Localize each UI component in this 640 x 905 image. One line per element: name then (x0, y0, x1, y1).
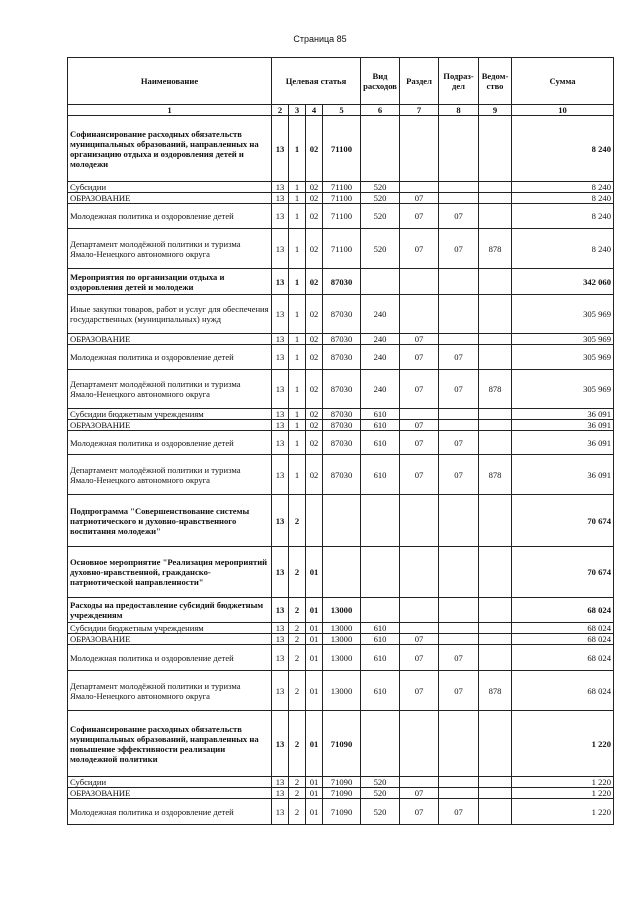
subsection-cell (439, 788, 479, 799)
department-cell (479, 269, 512, 295)
code-direction: 87030 (323, 420, 361, 431)
code-event: 02 (306, 269, 323, 295)
code-event: 02 (306, 295, 323, 334)
code-program: 13 (272, 420, 289, 431)
section-cell: 07 (400, 334, 439, 345)
table-row (68, 370, 614, 409)
section-cell: 07 (400, 645, 439, 671)
sum-cell: 8 240 (512, 116, 614, 182)
column-number: 5 (323, 105, 361, 116)
code-subprogram: 1 (289, 455, 306, 495)
row-name: Департамент молодёжной политики и туризма Ямало-Ненецкого автономного округа (68, 455, 272, 495)
code-direction: 13000 (323, 623, 361, 634)
code-program: 13 (272, 204, 289, 229)
section-cell (400, 623, 439, 634)
code-subprogram: 1 (289, 182, 306, 193)
department-cell (479, 345, 512, 370)
code-subprogram: 1 (289, 295, 306, 334)
expense-type-cell: 610 (361, 634, 400, 645)
row-name: Молодежная политика и оздоровление детей (68, 204, 272, 229)
code-direction (323, 547, 361, 598)
code-subprogram: 2 (289, 645, 306, 671)
code-event: 01 (306, 623, 323, 634)
department-cell: 878 (479, 229, 512, 269)
code-program: 13 (272, 193, 289, 204)
department-cell: 878 (479, 370, 512, 409)
expense-type-cell: 610 (361, 645, 400, 671)
code-program: 13 (272, 116, 289, 182)
code-direction: 87030 (323, 334, 361, 345)
expense-type-cell: 520 (361, 182, 400, 193)
code-subprogram: 1 (289, 345, 306, 370)
code-program: 13 (272, 634, 289, 645)
department-cell (479, 634, 512, 645)
table-row (68, 334, 614, 345)
section-cell (400, 182, 439, 193)
row-name: ОБРАЗОВАНИЕ (68, 420, 272, 431)
subsection-cell: 07 (439, 799, 479, 825)
row-name: Расходы на предоставление субсидий бюджетным учреждениям (68, 598, 272, 623)
sum-cell: 36 091 (512, 409, 614, 420)
column-number: 3 (289, 105, 306, 116)
section-cell: 07 (400, 370, 439, 409)
header-row (68, 58, 614, 105)
row-name: Иные закупки товаров, работ и услуг для обеспечения государственных (муниципальных) нужд (68, 295, 272, 334)
code-event: 01 (306, 645, 323, 671)
table-row (68, 777, 614, 788)
table-row (68, 116, 614, 182)
code-program: 13 (272, 598, 289, 623)
header-section: Раздел (400, 58, 439, 105)
row-name: ОБРАЗОВАНИЕ (68, 193, 272, 204)
section-cell (400, 777, 439, 788)
sum-cell: 68 024 (512, 645, 614, 671)
section-cell (400, 409, 439, 420)
code-direction: 71090 (323, 799, 361, 825)
subsection-cell (439, 634, 479, 645)
code-direction: 13000 (323, 598, 361, 623)
code-direction: 71100 (323, 204, 361, 229)
section-cell (400, 711, 439, 777)
department-cell (479, 799, 512, 825)
code-subprogram: 2 (289, 671, 306, 711)
row-name: ОБРАЗОВАНИЕ (68, 334, 272, 345)
code-program: 13 (272, 409, 289, 420)
section-cell (400, 598, 439, 623)
code-direction: 87030 (323, 345, 361, 370)
table-row (68, 495, 614, 547)
code-subprogram: 2 (289, 799, 306, 825)
table-row (68, 269, 614, 295)
department-cell (479, 409, 512, 420)
code-program: 13 (272, 334, 289, 345)
table-row (68, 431, 614, 455)
row-name: Софинансирование расходных обязательств муниципальных образований, направленных на организацию отдыха и оздоровления детей и молодежи (68, 116, 272, 182)
expense-type-cell (361, 598, 400, 623)
department-cell (479, 204, 512, 229)
section-cell: 07 (400, 204, 439, 229)
subsection-cell: 07 (439, 671, 479, 711)
subsection-cell: 07 (439, 204, 479, 229)
sum-cell: 305 969 (512, 295, 614, 334)
subsection-cell (439, 623, 479, 634)
code-event: 01 (306, 799, 323, 825)
row-name: Молодежная политика и оздоровление детей (68, 431, 272, 455)
table-row (68, 645, 614, 671)
table-row (68, 345, 614, 370)
code-direction: 13000 (323, 671, 361, 711)
row-name: ОБРАЗОВАНИЕ (68, 788, 272, 799)
code-program: 13 (272, 370, 289, 409)
section-cell: 07 (400, 634, 439, 645)
column-number: 8 (439, 105, 479, 116)
subsection-cell: 07 (439, 229, 479, 269)
subsection-cell (439, 598, 479, 623)
section-cell (400, 295, 439, 334)
table-row (68, 182, 614, 193)
code-event (306, 495, 323, 547)
sum-cell: 36 091 (512, 420, 614, 431)
code-direction: 87030 (323, 269, 361, 295)
section-cell (400, 547, 439, 598)
code-program: 13 (272, 431, 289, 455)
department-cell (479, 431, 512, 455)
code-subprogram: 1 (289, 370, 306, 409)
code-subprogram: 1 (289, 204, 306, 229)
code-program: 13 (272, 671, 289, 711)
table-row (68, 799, 614, 825)
code-direction (323, 495, 361, 547)
code-program: 13 (272, 788, 289, 799)
row-name: Субсидии (68, 777, 272, 788)
table-row (68, 788, 614, 799)
department-cell (479, 116, 512, 182)
code-subprogram: 2 (289, 495, 306, 547)
table-row (68, 455, 614, 495)
sum-cell: 8 240 (512, 182, 614, 193)
code-direction: 71090 (323, 788, 361, 799)
code-program: 13 (272, 455, 289, 495)
table-row (68, 295, 614, 334)
column-number: 2 (272, 105, 289, 116)
department-cell (479, 788, 512, 799)
row-name: Молодежная политика и оздоровление детей (68, 645, 272, 671)
code-event: 02 (306, 431, 323, 455)
column-number: 4 (306, 105, 323, 116)
expense-type-cell: 520 (361, 788, 400, 799)
section-cell (400, 495, 439, 547)
section-cell: 07 (400, 345, 439, 370)
expense-type-cell: 520 (361, 229, 400, 269)
code-subprogram: 1 (289, 431, 306, 455)
table-row (68, 598, 614, 623)
expense-type-cell: 610 (361, 623, 400, 634)
expense-type-cell: 520 (361, 799, 400, 825)
code-event: 02 (306, 193, 323, 204)
column-number-row (68, 105, 614, 116)
code-subprogram: 2 (289, 623, 306, 634)
subsection-cell (439, 334, 479, 345)
code-subprogram: 1 (289, 334, 306, 345)
expense-type-cell: 610 (361, 455, 400, 495)
department-cell (479, 598, 512, 623)
sum-cell: 1 220 (512, 711, 614, 777)
sum-cell: 70 674 (512, 547, 614, 598)
code-direction: 71100 (323, 193, 361, 204)
code-event: 01 (306, 788, 323, 799)
department-cell: 878 (479, 455, 512, 495)
table-row (68, 204, 614, 229)
department-cell (479, 777, 512, 788)
sum-cell: 305 969 (512, 334, 614, 345)
subsection-cell (439, 182, 479, 193)
subsection-cell (439, 547, 479, 598)
column-number: 7 (400, 105, 439, 116)
table-row (68, 711, 614, 777)
section-cell: 07 (400, 193, 439, 204)
department-cell (479, 645, 512, 671)
code-event: 02 (306, 370, 323, 409)
code-event: 01 (306, 711, 323, 777)
sum-cell: 68 024 (512, 598, 614, 623)
code-subprogram: 1 (289, 409, 306, 420)
sum-cell: 68 024 (512, 634, 614, 645)
department-cell (479, 193, 512, 204)
row-name: Субсидии бюджетным учреждениям (68, 409, 272, 420)
budget-table (67, 57, 614, 825)
section-cell: 07 (400, 229, 439, 269)
code-program: 13 (272, 645, 289, 671)
expense-type-cell: 240 (361, 334, 400, 345)
code-direction: 71090 (323, 777, 361, 788)
sum-cell: 305 969 (512, 345, 614, 370)
code-program: 13 (272, 623, 289, 634)
column-number: 6 (361, 105, 400, 116)
subsection-cell: 07 (439, 455, 479, 495)
row-name: Подпрограмма "Совершенствование системы патриотического и духовно-нравственного воспитания молодежи" (68, 495, 272, 547)
row-name: Молодежная политика и оздоровление детей (68, 345, 272, 370)
sum-cell: 305 969 (512, 370, 614, 409)
section-cell: 07 (400, 431, 439, 455)
expense-type-cell: 520 (361, 777, 400, 788)
sum-cell: 342 060 (512, 269, 614, 295)
row-name: Софинансирование расходных обязательств муниципальных образований, направленных на повышение эффективности реализации молодежной политики (68, 711, 272, 777)
code-subprogram: 2 (289, 777, 306, 788)
subsection-cell (439, 116, 479, 182)
code-subprogram: 1 (289, 420, 306, 431)
department-cell (479, 495, 512, 547)
column-number: 9 (479, 105, 512, 116)
sum-cell: 8 240 (512, 204, 614, 229)
subsection-cell (439, 420, 479, 431)
section-cell: 07 (400, 455, 439, 495)
expense-type-cell (361, 547, 400, 598)
table-row (68, 409, 614, 420)
department-cell (479, 547, 512, 598)
code-event: 02 (306, 420, 323, 431)
code-event: 02 (306, 334, 323, 345)
expense-type-cell: 610 (361, 420, 400, 431)
table-row (68, 671, 614, 711)
code-direction: 71100 (323, 116, 361, 182)
header-target: Целевая статья (272, 58, 361, 105)
code-direction: 87030 (323, 295, 361, 334)
row-name: Молодежная политика и оздоровление детей (68, 799, 272, 825)
sum-cell: 68 024 (512, 623, 614, 634)
header-department: Ведом-ство (479, 58, 512, 105)
code-program: 13 (272, 182, 289, 193)
expense-type-cell: 240 (361, 345, 400, 370)
department-cell (479, 182, 512, 193)
code-program: 13 (272, 777, 289, 788)
subsection-cell (439, 777, 479, 788)
expense-type-cell: 610 (361, 431, 400, 455)
expense-type-cell: 610 (361, 671, 400, 711)
table-row (68, 229, 614, 269)
subsection-cell (439, 495, 479, 547)
expense-type-cell (361, 495, 400, 547)
code-subprogram: 2 (289, 547, 306, 598)
section-cell (400, 116, 439, 182)
code-program: 13 (272, 295, 289, 334)
code-program: 13 (272, 799, 289, 825)
table-row (68, 634, 614, 645)
subsection-cell: 07 (439, 370, 479, 409)
code-direction: 71100 (323, 229, 361, 269)
code-direction: 13000 (323, 645, 361, 671)
section-cell: 07 (400, 671, 439, 711)
sum-cell: 36 091 (512, 431, 614, 455)
table-row (68, 420, 614, 431)
code-direction: 87030 (323, 431, 361, 455)
section-cell (400, 269, 439, 295)
expense-type-cell (361, 269, 400, 295)
expense-type-cell: 610 (361, 409, 400, 420)
subsection-cell (439, 711, 479, 777)
code-event: 02 (306, 345, 323, 370)
row-name: ОБРАЗОВАНИЕ (68, 634, 272, 645)
code-subprogram: 1 (289, 116, 306, 182)
row-name: Департамент молодёжной политики и туризма Ямало-Ненецкого автономного округа (68, 229, 272, 269)
code-direction: 87030 (323, 370, 361, 409)
sum-cell: 8 240 (512, 229, 614, 269)
header-subsection: Подраз-дел (439, 58, 479, 105)
code-direction: 71090 (323, 711, 361, 777)
code-event: 02 (306, 229, 323, 269)
code-event: 01 (306, 598, 323, 623)
subsection-cell (439, 409, 479, 420)
column-number: 1 (68, 105, 272, 116)
table-row (68, 193, 614, 204)
department-cell (479, 420, 512, 431)
subsection-cell: 07 (439, 431, 479, 455)
section-cell: 07 (400, 420, 439, 431)
code-program: 13 (272, 495, 289, 547)
row-name: Субсидии (68, 182, 272, 193)
expense-type-cell: 240 (361, 370, 400, 409)
row-name: Департамент молодёжной политики и туризма Ямало-Ненецкого автономного округа (68, 370, 272, 409)
page-number: Страница 85 (293, 34, 347, 44)
row-name: Департамент молодёжной политики и туризма Ямало-Ненецкого автономного округа (68, 671, 272, 711)
expense-type-cell: 240 (361, 295, 400, 334)
code-subprogram: 2 (289, 598, 306, 623)
sum-cell: 70 674 (512, 495, 614, 547)
subsection-cell: 07 (439, 345, 479, 370)
code-event: 02 (306, 116, 323, 182)
row-name: Основное мероприятие "Реализация мероприятий духовно-нравственной, гражданско-патриотической направленности" (68, 547, 272, 598)
department-cell (479, 711, 512, 777)
code-subprogram: 1 (289, 269, 306, 295)
section-cell: 07 (400, 799, 439, 825)
code-event: 02 (306, 455, 323, 495)
subsection-cell (439, 269, 479, 295)
header-sum: Сумма (512, 58, 614, 105)
subsection-cell (439, 295, 479, 334)
code-direction: 13000 (323, 634, 361, 645)
code-subprogram: 1 (289, 193, 306, 204)
sum-cell: 36 091 (512, 455, 614, 495)
subsection-cell (439, 193, 479, 204)
code-program: 13 (272, 269, 289, 295)
table-row (68, 623, 614, 634)
code-event: 02 (306, 409, 323, 420)
code-direction: 87030 (323, 409, 361, 420)
subsection-cell: 07 (439, 645, 479, 671)
department-cell (479, 623, 512, 634)
department-cell (479, 295, 512, 334)
code-event: 01 (306, 671, 323, 711)
expense-type-cell (361, 711, 400, 777)
department-cell: 878 (479, 671, 512, 711)
department-cell (479, 334, 512, 345)
sum-cell: 1 220 (512, 788, 614, 799)
sum-cell: 1 220 (512, 799, 614, 825)
sum-cell: 1 220 (512, 777, 614, 788)
code-event: 01 (306, 777, 323, 788)
code-subprogram: 2 (289, 711, 306, 777)
row-name: Субсидии бюджетным учреждениям (68, 623, 272, 634)
table-body (68, 116, 614, 825)
code-event: 02 (306, 204, 323, 229)
code-program: 13 (272, 345, 289, 370)
section-cell: 07 (400, 788, 439, 799)
expense-type-cell: 520 (361, 193, 400, 204)
header-expense-type: Вид расходов (361, 58, 400, 105)
row-name: Мероприятия по организации отдыха и оздоровления детей и молодежи (68, 269, 272, 295)
code-event: 01 (306, 547, 323, 598)
code-subprogram: 2 (289, 788, 306, 799)
code-event: 02 (306, 182, 323, 193)
sum-cell: 68 024 (512, 671, 614, 711)
code-program: 13 (272, 547, 289, 598)
code-direction: 71100 (323, 182, 361, 193)
code-direction: 87030 (323, 455, 361, 495)
code-subprogram: 2 (289, 634, 306, 645)
code-subprogram: 1 (289, 229, 306, 269)
code-program: 13 (272, 229, 289, 269)
sum-cell: 8 240 (512, 193, 614, 204)
column-number: 10 (512, 105, 614, 116)
table-row (68, 547, 614, 598)
code-program: 13 (272, 711, 289, 777)
header-name: Наименование (68, 58, 272, 105)
expense-type-cell (361, 116, 400, 182)
expense-type-cell: 520 (361, 204, 400, 229)
code-event: 01 (306, 634, 323, 645)
